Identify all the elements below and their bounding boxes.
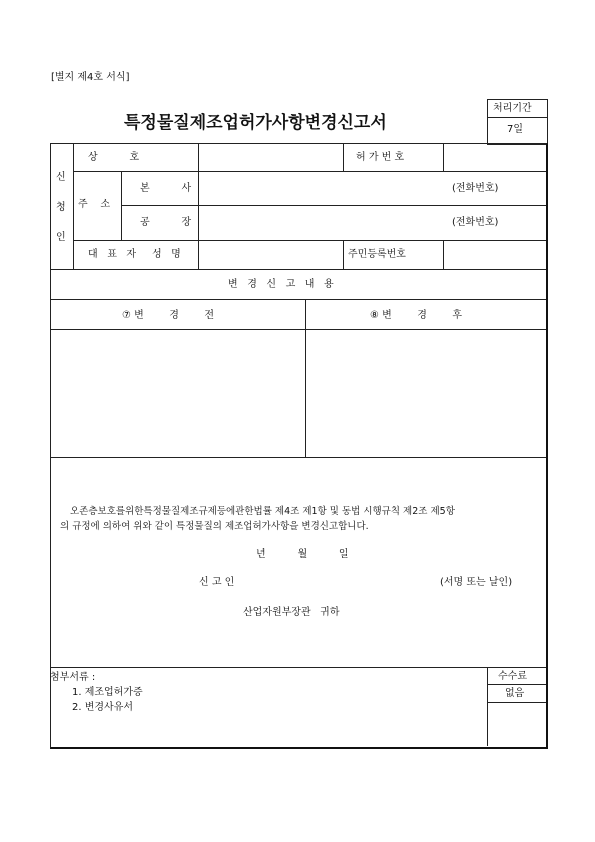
resident-number-label: 주민등록번호 <box>348 249 406 260</box>
trade-name-field[interactable] <box>200 145 341 169</box>
factory-phone-note: (전화번호) <box>452 217 499 228</box>
applicant-label-2: 청 <box>56 202 66 213</box>
fee-label: 수수료 <box>498 671 527 682</box>
attachments-label: 첨부서류 : <box>50 672 96 683</box>
after-change-field[interactable] <box>307 331 544 455</box>
declaration-line-2: 의 규정에 의하여 위와 같이 특정물질의 제조업허가사항을 변경신고합니다. <box>60 521 369 532</box>
date-line: 년 월 일 <box>256 549 349 560</box>
attachment-item-1: 1. 제조업허가증 <box>72 687 143 698</box>
applicant-label-3: 인 <box>56 232 66 243</box>
processing-period-value: 7일 <box>507 124 524 135</box>
trade-name-label: 상 호 <box>88 152 140 163</box>
permit-number-label: 허 가 번 호 <box>356 152 405 163</box>
head-office-address-field[interactable] <box>200 173 440 203</box>
before-change-field[interactable] <box>52 331 303 455</box>
form-label: [별지 제4호 서식] <box>51 72 130 83</box>
attachment-item-2: 2. 변경사유서 <box>72 702 134 713</box>
factory-address-field[interactable] <box>200 207 440 238</box>
resident-number-field[interactable] <box>445 242 543 267</box>
reporter-label: 신 고 인 <box>199 577 235 588</box>
change-section-label: 변 경 신 고 내 용 <box>228 279 334 290</box>
processing-period-label: 처리기간 <box>493 103 532 114</box>
fee-value: 없음 <box>505 688 525 699</box>
representative-label: 대 표 자 성 명 <box>88 249 181 260</box>
recipient-line: 산업자원부장관 귀하 <box>243 607 340 618</box>
permit-number-field[interactable] <box>445 145 543 169</box>
before-change-label: ⑦ 변 경 전 <box>122 310 214 321</box>
applicant-label-1: 신 <box>56 172 66 183</box>
address-label: 주 소 <box>78 199 111 210</box>
declaration-line-1: 오존층보호를위한특정물질제조규제등에관한법률 제4조 제1항 및 동법 시행규칙 제2조 제5항 <box>70 506 455 517</box>
representative-name-field[interactable] <box>200 242 341 267</box>
after-change-label: ⑧ 변 경 후 <box>370 310 462 321</box>
reporter-name-field[interactable] <box>248 574 428 590</box>
factory-label: 공 장 <box>140 217 192 228</box>
head-office-phone-note: (전화번호) <box>452 183 499 194</box>
head-office-label: 본 사 <box>140 183 192 194</box>
page-title: 특정물질제조업허가사항변경신고서 <box>124 113 387 133</box>
signature-note: (서명 또는 날인) <box>440 577 513 588</box>
